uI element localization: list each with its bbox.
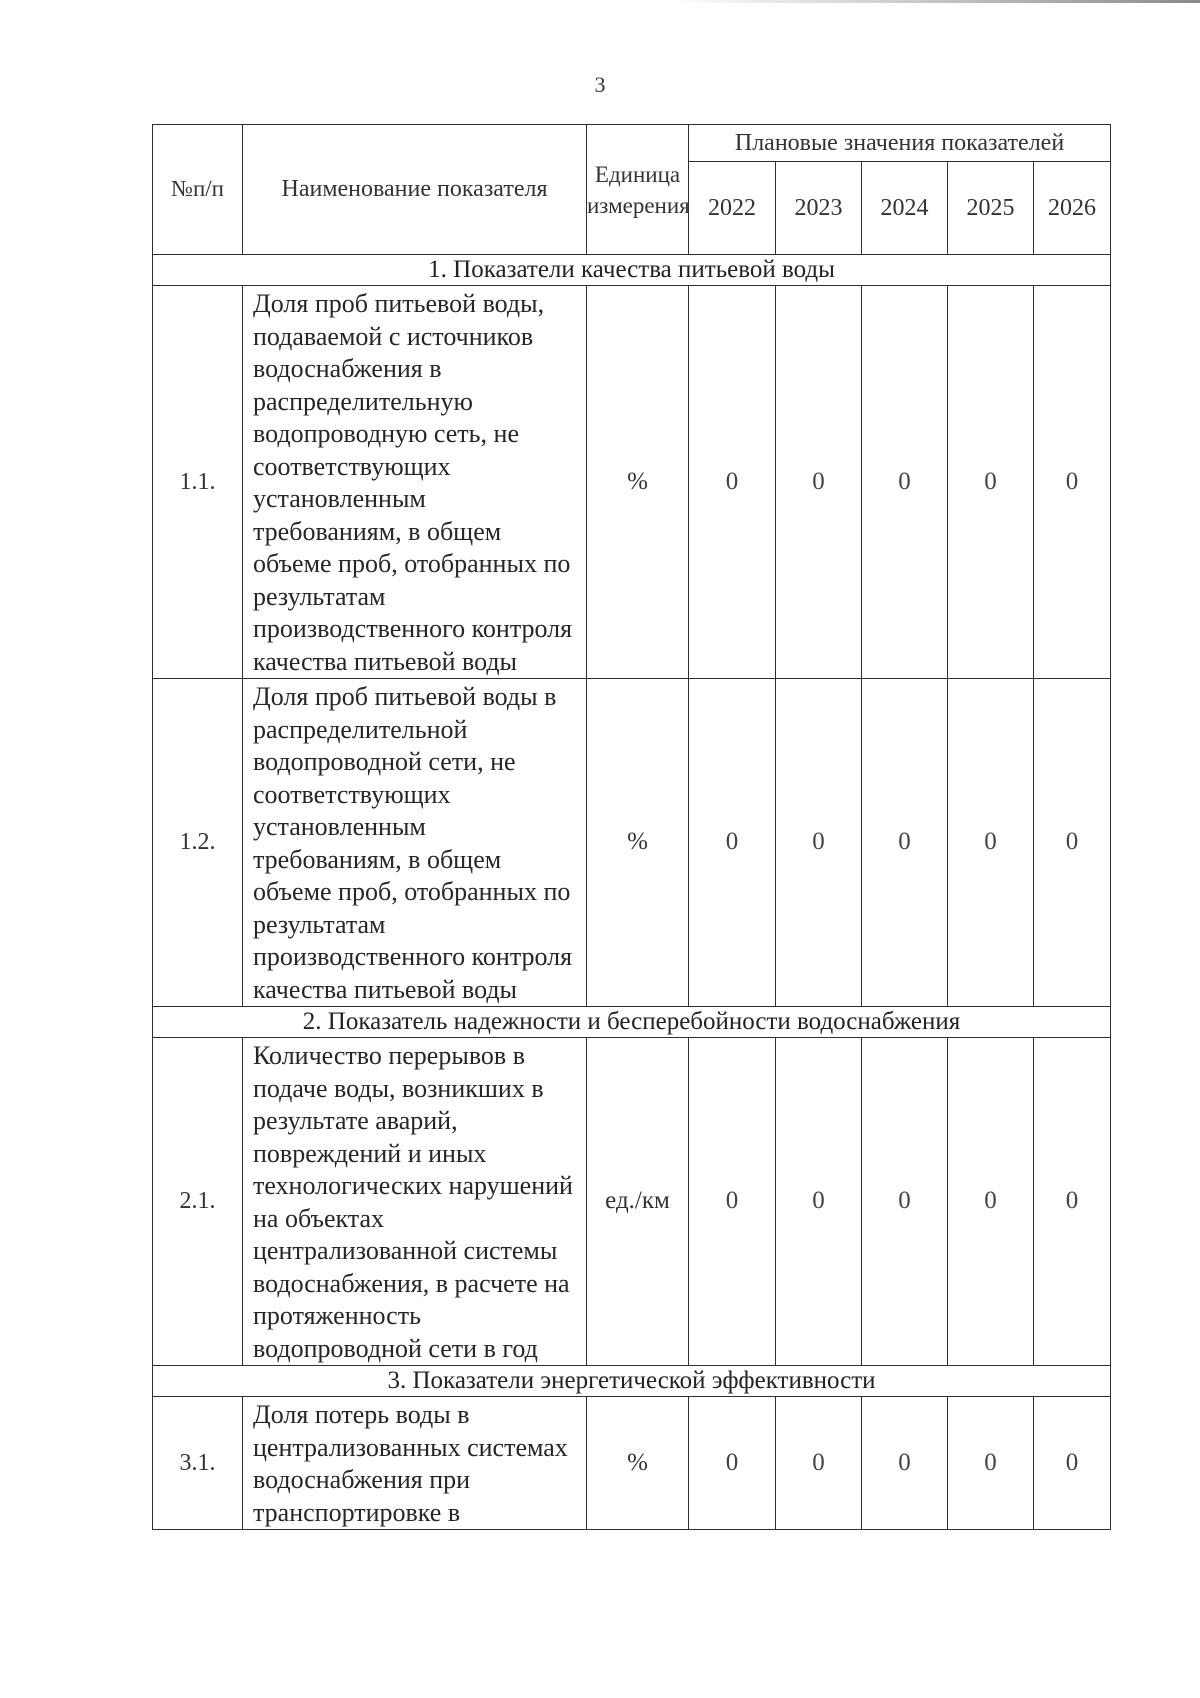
indicators-table	[152, 124, 1111, 1530]
row-num: 3.1.	[153, 1397, 243, 1530]
header-num: №п/п	[153, 125, 243, 255]
header-year: 2025	[948, 162, 1034, 255]
row-value: 0	[948, 679, 1034, 1007]
section-title: 1. Показатели качества питьевой воды	[153, 255, 1111, 286]
row-value: 0	[689, 679, 776, 1007]
row-value: 0	[948, 1397, 1034, 1530]
row-value: 0	[948, 1038, 1034, 1366]
section-title: 3. Показатели энергетической эффективности	[153, 1366, 1111, 1397]
row-name: Доля потерь воды в централизованных системах водоснабжения при транспортировке в	[243, 1397, 587, 1530]
row-value: 0	[689, 1038, 776, 1366]
row-value: 0	[948, 286, 1034, 679]
row-num: 1.1.	[153, 286, 243, 679]
row-unit: %	[587, 1397, 689, 1530]
row-unit: ед./км	[587, 1038, 689, 1366]
row-value: 0	[776, 679, 862, 1007]
header-year: 2023	[776, 162, 862, 255]
row-value: 0	[1034, 679, 1111, 1007]
row-value: 0	[776, 286, 862, 679]
row-value: 0	[862, 286, 948, 679]
row-value: 0	[776, 1038, 862, 1366]
table-row	[153, 286, 1111, 679]
row-value: 0	[776, 1397, 862, 1530]
row-value: 0	[1034, 286, 1111, 679]
header-unit: Единица измерения	[587, 125, 689, 255]
header-name: Наименование показателя	[243, 125, 587, 255]
table-row	[153, 1038, 1111, 1366]
section-row	[153, 1366, 1111, 1397]
section-row	[153, 1007, 1111, 1038]
header-row-1	[153, 125, 1111, 162]
row-name: Доля проб питьевой воды в распределительной водопроводной сети, не соответствующих установленным требованиям, в общем объеме проб, отобранных по результатам производственного контроля качества питьевой воды	[243, 679, 587, 1007]
header-year: 2022	[689, 162, 776, 255]
section-title: 2. Показатель надежности и бесперебойности водоснабжения	[153, 1007, 1111, 1038]
row-value: 0	[1034, 1397, 1111, 1530]
row-name: Количество перерывов в подаче воды, возникших в результате аварий, повреждений и иных технологических нарушений на объектах централизованной системы водоснабжения, в расчете на протяженность водопроводной сети в год	[243, 1038, 587, 1366]
row-value: 0	[1034, 1038, 1111, 1366]
table-row	[153, 679, 1111, 1007]
header-plan: Плановые значения показателей	[689, 125, 1111, 162]
section-row	[153, 255, 1111, 286]
row-value: 0	[862, 1038, 948, 1366]
row-num: 1.2.	[153, 679, 243, 1007]
row-value: 0	[862, 679, 948, 1007]
table-row	[153, 1397, 1111, 1530]
row-value: 0	[862, 1397, 948, 1530]
row-num: 2.1.	[153, 1038, 243, 1366]
row-value: 0	[689, 286, 776, 679]
scan-edge	[670, 0, 1200, 3]
row-unit: %	[587, 286, 689, 679]
row-name: Доля проб питьевой воды, подаваемой с источников водоснабжения в распределительную водопроводную сеть, не соответствующих установленным требованиям, в общем объеме проб, отобранных по результатам производственного контроля качества питьевой воды	[243, 286, 587, 679]
page-number: 3	[594, 72, 606, 97]
header-year: 2026	[1034, 162, 1111, 255]
row-unit: %	[587, 679, 689, 1007]
row-value: 0	[689, 1397, 776, 1530]
header-year: 2024	[862, 162, 948, 255]
